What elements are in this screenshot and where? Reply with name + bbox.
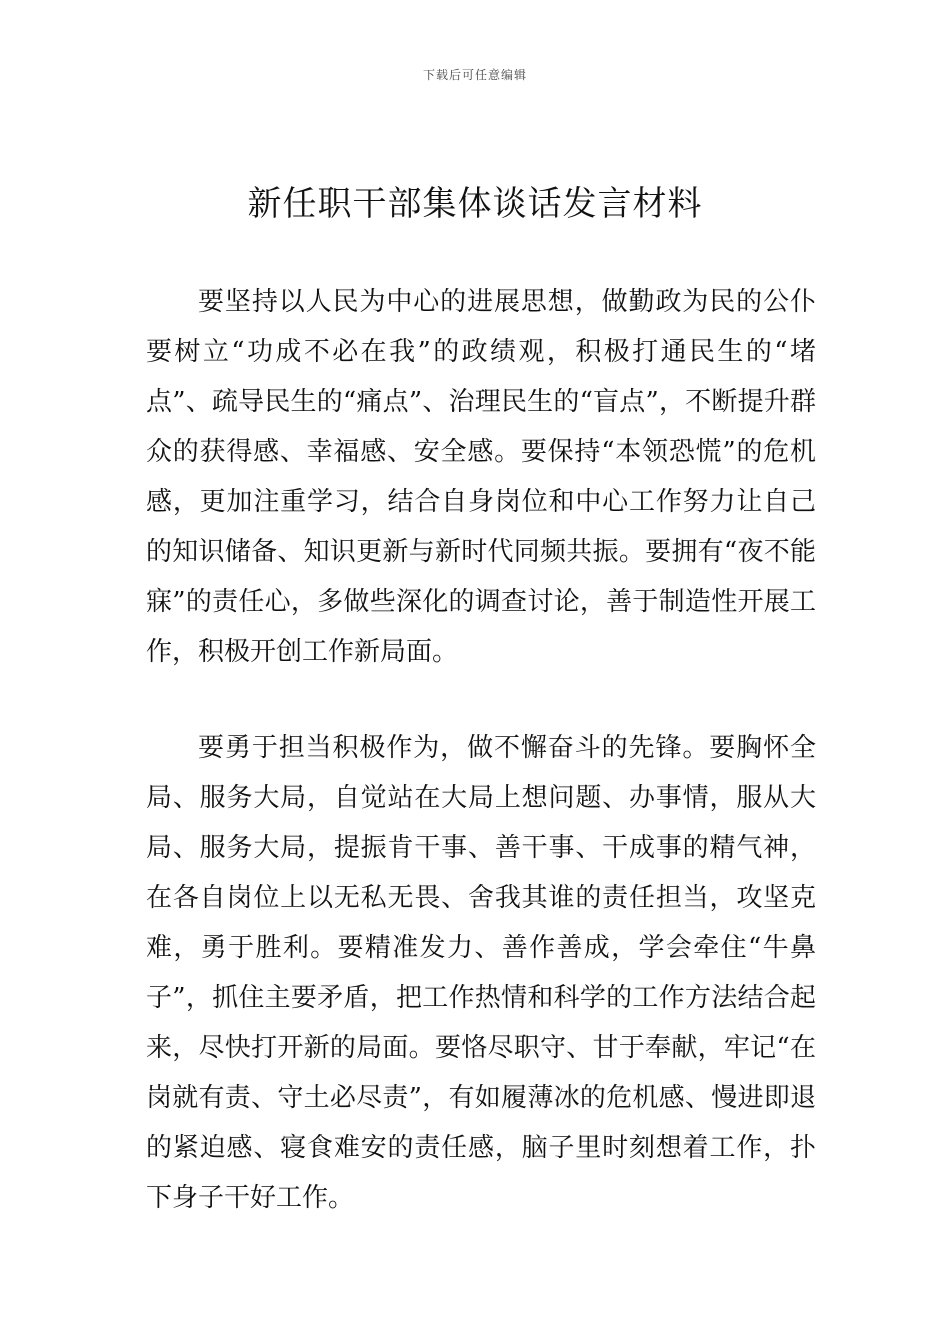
header-note: 下载后可任意编辑: [422, 68, 527, 82]
paragraph-1: 要坚持以人民为中心的进展思想，做勤政为民的公仆要树立“功成不必在我”的政绩观，积极打通民生的“堵点”、疏导民生的“痛点”、治理民生的“盲点”，不断提升群众的获得感、幸福感、安全感。要保持“本领恐慌”的危机感，更加注重学习，结合自身岗位和中心工作努力让自己的知识储备、知识更新与新时代同频共振。要拥有“夜不能寐”的责任心，多做些深化的调查讨论，善于制造性开展工作，积极开创工作新局面。: [146, 287, 816, 667]
document-title: 新任职干部集体谈话发言材料: [247, 184, 703, 224]
paragraph-2: 要勇于担当积极作为，做不懈奋斗的先锋。要胸怀全局、服务大局，自觉站在大局上想问题、办事情，服从大局、服务大局，提振肯干事、善干事、干成事的精气神，在各自岗位上以无私无畏、舍我其谁的责任担当，攻坚克难，勇于胜利。要精准发力、善作善成，学会牵住“牛鼻子”，抓住主要矛盾，把工作热情和科学的工作方法结合起来，尽快打开新的局面。要恪尽职守、甘于奉献，牢记“在岗就有责、守土必尽责”，有如履薄冰的危机感、慢进即退的紧迫感、寝食难安的责任感，脑子里时刻想着工作，扑下身子干好工作。: [146, 733, 816, 1213]
